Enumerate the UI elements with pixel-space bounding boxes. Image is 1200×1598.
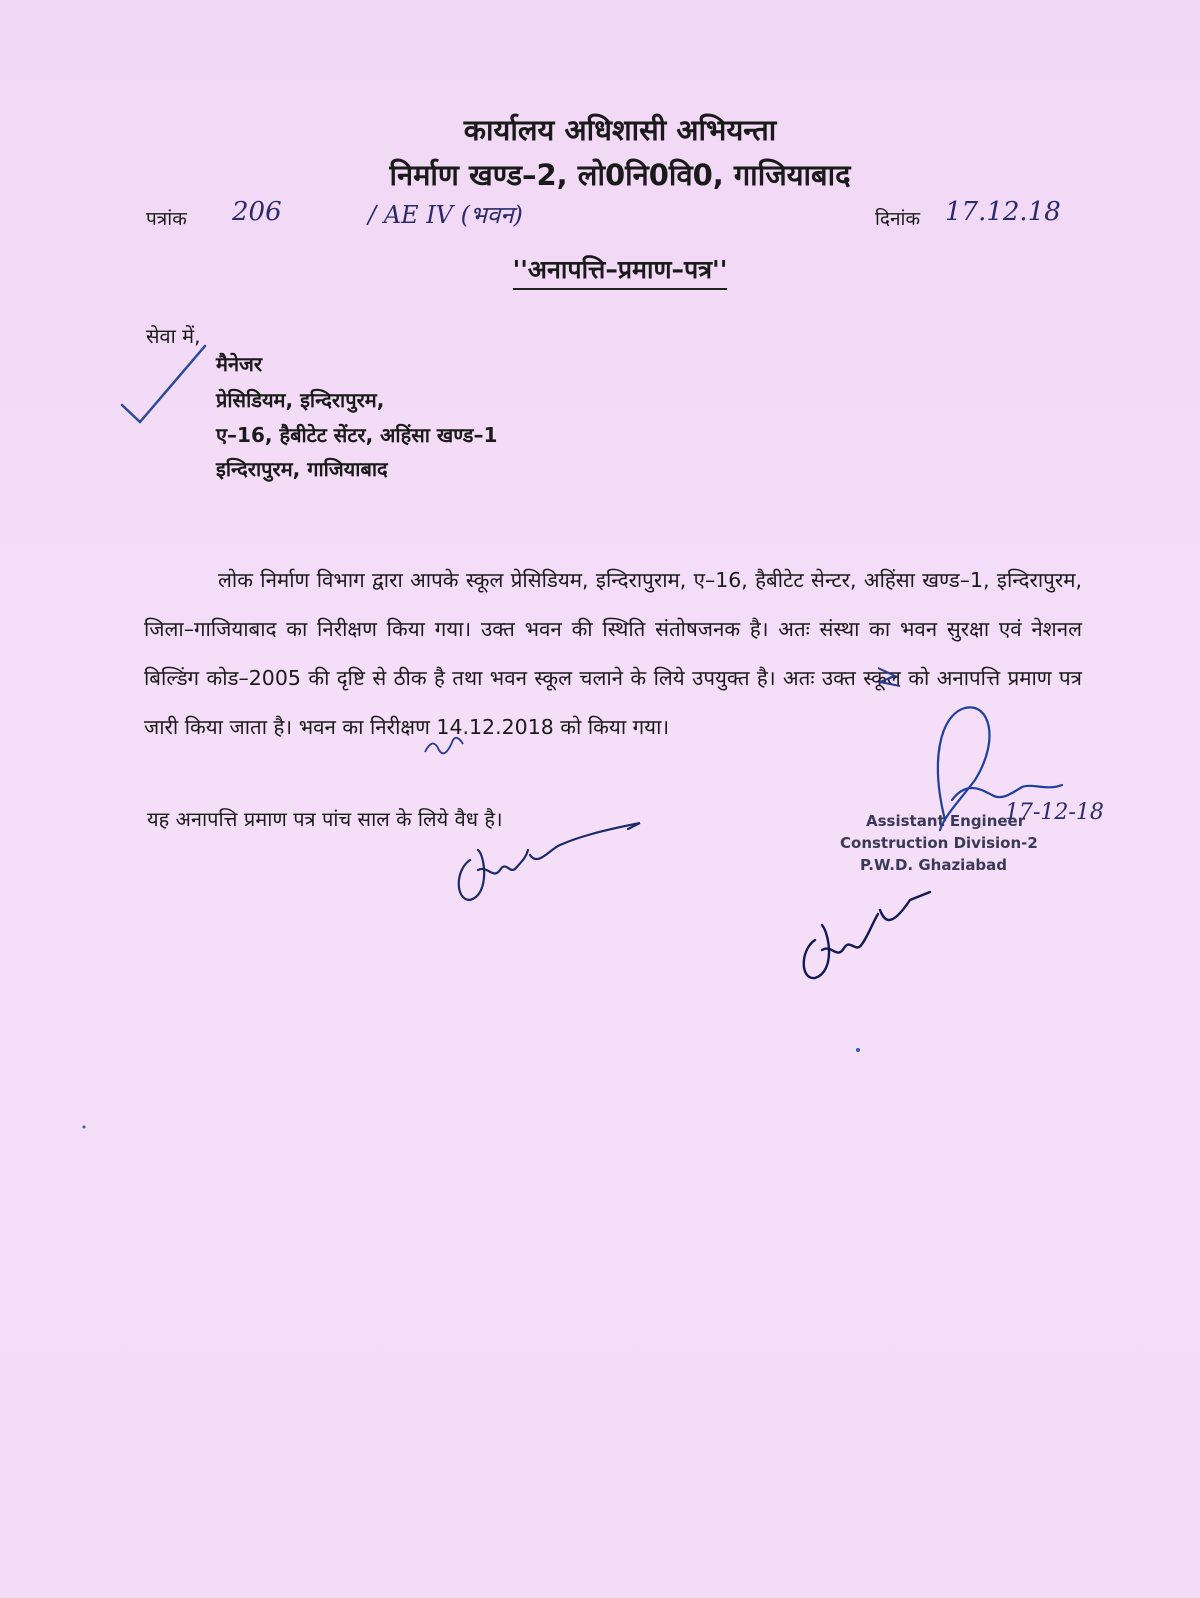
stamp-office: P.W.D. Ghaziabad [860,856,1008,874]
date-value: 17.12.18 [945,197,1061,227]
recipient-address: ए–16, हैबीटेट सेंटर, अहिंसा खण्ड–1 [216,423,498,447]
reference-label: पत्रांक [146,208,187,230]
office-division: निर्माण खण्ड–2, लो0नि0वि0, गाजियाबाद [389,158,851,192]
engineer-signature-icon [938,707,1062,830]
signature-date: 17-12-18 [1005,800,1104,825]
officer-signature-icon [459,823,640,900]
executive-signature-icon [804,892,930,978]
inspection-note: भवन का निरीक्षण 14.12.2018 को किया गया। [298,715,670,739]
reference-number: 206 [232,197,282,227]
check-mark-icon [122,346,205,422]
certificate-title-text: ''अनापत्ति–प्रमाण–पत्र'' [513,255,728,290]
reference-suffix: / AE IV (भवन) [368,201,523,229]
body-text: लोक निर्माण विभाग द्वारा आपके स्कूल प्रेसिडियम, इन्दिरापुराम, ए–16, हैबीटेट सेन्टर, अहिंसा खण्ड–1, इन्दिरापुरम, जिला–गाजियाबाद का निरीक्षण किया गया। उक्त भवन की स्थिति संतोषजनक है। अतः संस्था का भवन सुरक्षा एवं नेशनल बिल्डिंग कोड–2005 की दृष्टि से ठीक है तथा भवन स्कूल चलाने के लिये उपयुक्त है। अतः उक्त स्कूल को अनापत्ति प्रमाण पत्र जारी किया जाता है। [144,568,1082,739]
stamp-division: Construction Division-2 [840,834,1038,852]
recipient-institution: प्रेसिडियम, इन्दिरापुरम, [216,388,385,412]
correction-mark-icon [878,668,900,686]
salutation: सेवा में, [146,324,201,348]
office-name: कार्यालय अधिशासी अभियन्ता [463,113,777,147]
validity-statement: यह अनापत्ति प्रमाण पत्र पांच साल के लिये वैध है। [147,807,503,831]
recipient-city: इन्दिरापुरम, गाजियाबाद [216,457,388,481]
stamp-designation: Assistant Engineer [866,812,1026,830]
initials-mark-icon [425,738,463,754]
recipient-designation: मैनेजर [216,352,263,376]
date-label: दिनांक [875,208,921,230]
